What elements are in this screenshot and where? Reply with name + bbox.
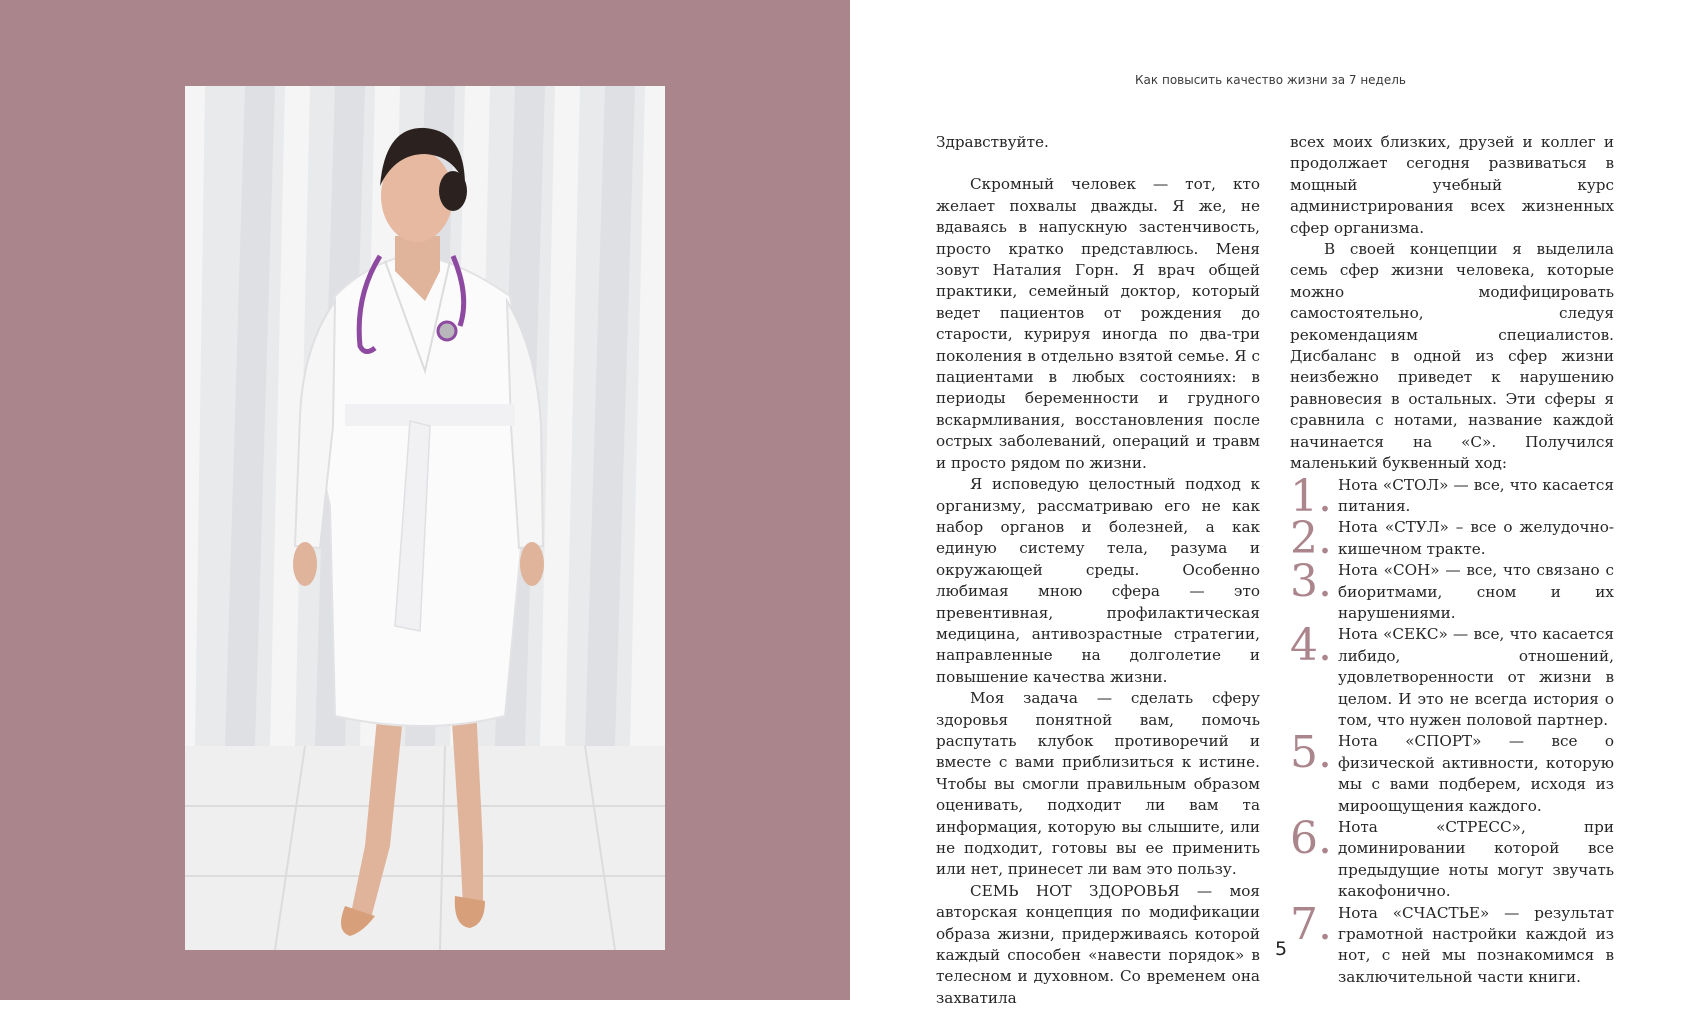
page-number: 5 (1274, 938, 1288, 960)
note-number: 4. (1290, 620, 1332, 672)
note-text: Нота «СТОЛ» — все, что касается питания. (1338, 475, 1614, 515)
paragraph: Я исповедую целостный подход к организму, рассматриваю его не как набор органов и болезней, а как единую систему тела, разума и окружающей среды. Особенно любимая мною сфера — это превентивная, профилактическая медицина, антивозрастные стратегии, направленные на долголетие и повышение качества жизни. (936, 475, 1260, 686)
note-item (1290, 898, 1614, 989)
note-item (1290, 620, 1614, 731)
doctor-portrait-photo-icon (185, 86, 665, 950)
note-number: 2. (1290, 513, 1332, 565)
note-text: Нота «СОН» — все, что связано с биоритмами, сном и их нарушениями. (1338, 561, 1614, 622)
note-item (1290, 727, 1614, 817)
note-item (1290, 556, 1614, 624)
greeting: Здравствуйте. (936, 133, 1049, 151)
note-text: Нота «СТУЛ» – все о желудочно-кишечном тракте. (1338, 518, 1614, 558)
paragraph: В своей концепции я выделила семь сфер жизни человека, которые можно модифицировать самостоятельно, следуя рекомендациям специалистов. Дисбаланс в одной из сфер жизни неизбежно приведет к нарушению равновесия в остальных. Эти сферы я сравнила с нотами, название каждой начинается на «С». Получился маленький буквенный ход: (1290, 240, 1614, 473)
note-number: 7. (1290, 898, 1332, 950)
note-item (1290, 813, 1614, 903)
note-text: Нота «СТРЕСС», при доминировании которой все предыдущие ноты могут звучать какофонично. (1338, 818, 1614, 901)
text-column-right (1290, 132, 1614, 988)
note-number: 5. (1290, 727, 1332, 779)
note-item (1290, 470, 1614, 522)
note-text: Нота «СЕКС» — все, что касается либидо, отношений, удовлетворенности от жизни в целом. И это не всегда история о том, что нужен половой партнер. (1338, 625, 1614, 729)
paragraph-continuation: всех моих близких, друзей и коллег и продолжает сегодня развиваться в мощный учебный курс администрирования всех жизненных сфер организма. (1290, 133, 1614, 237)
running-head: Как повысить качество жизни за 7 недель (1135, 73, 1406, 87)
paragraph: СЕМЬ НОТ ЗДОРОВЬЯ — моя авторская концепция по модификации образа жизни, придерживаясь которой каждый способен «навести порядок» в телесном и духовном. Со временем она захватила (936, 881, 1260, 1007)
note-text: Нота «СПОРТ» — все о физической активности, которую мы с вами подберем, исходя из мироощущения каждого. (1338, 732, 1614, 815)
note-item (1290, 513, 1614, 565)
note-number: 1. (1290, 470, 1332, 522)
text-column-left (936, 132, 1260, 1009)
note-number: 3. (1290, 556, 1332, 608)
paragraph: Скромный человек — тот, кто желает похвалы дважды. Я же, не вдаваясь в напускную застенчивость, просто кратко представлюсь. Меня зовут Наталия Горн. Я врач общей практики, семейный доктор, который ведет пациентов от рождения до старости, курируя иногда по два-три поколения в отдельно взятой семье. Я с пациентами в любых состояниях: в периоды беременности и грудного вскармливания, восстановления после острых заболеваний, операций и травм и просто рядом по жизни. (936, 175, 1260, 472)
note-number: 6. (1290, 813, 1332, 864)
left-page (0, 0, 850, 1000)
paragraph: Моя задача — сделать сферу здоровья понятной вам, помочь распутать клубок противоречий и вместе с вами приблизиться к истине. Чтобы вы смогли правильным образом оценивать, подходит ли вам та информация, которую вы слышите, или не подходит, готовы вы ее применить или нет, принесет ли вам это пользу. (936, 689, 1260, 879)
note-text: Нота «СЧАСТЬЕ» — результат грамотной настройки каждой из нот, с ней мы познакомимся в заключительной части книги. (1338, 903, 1614, 986)
